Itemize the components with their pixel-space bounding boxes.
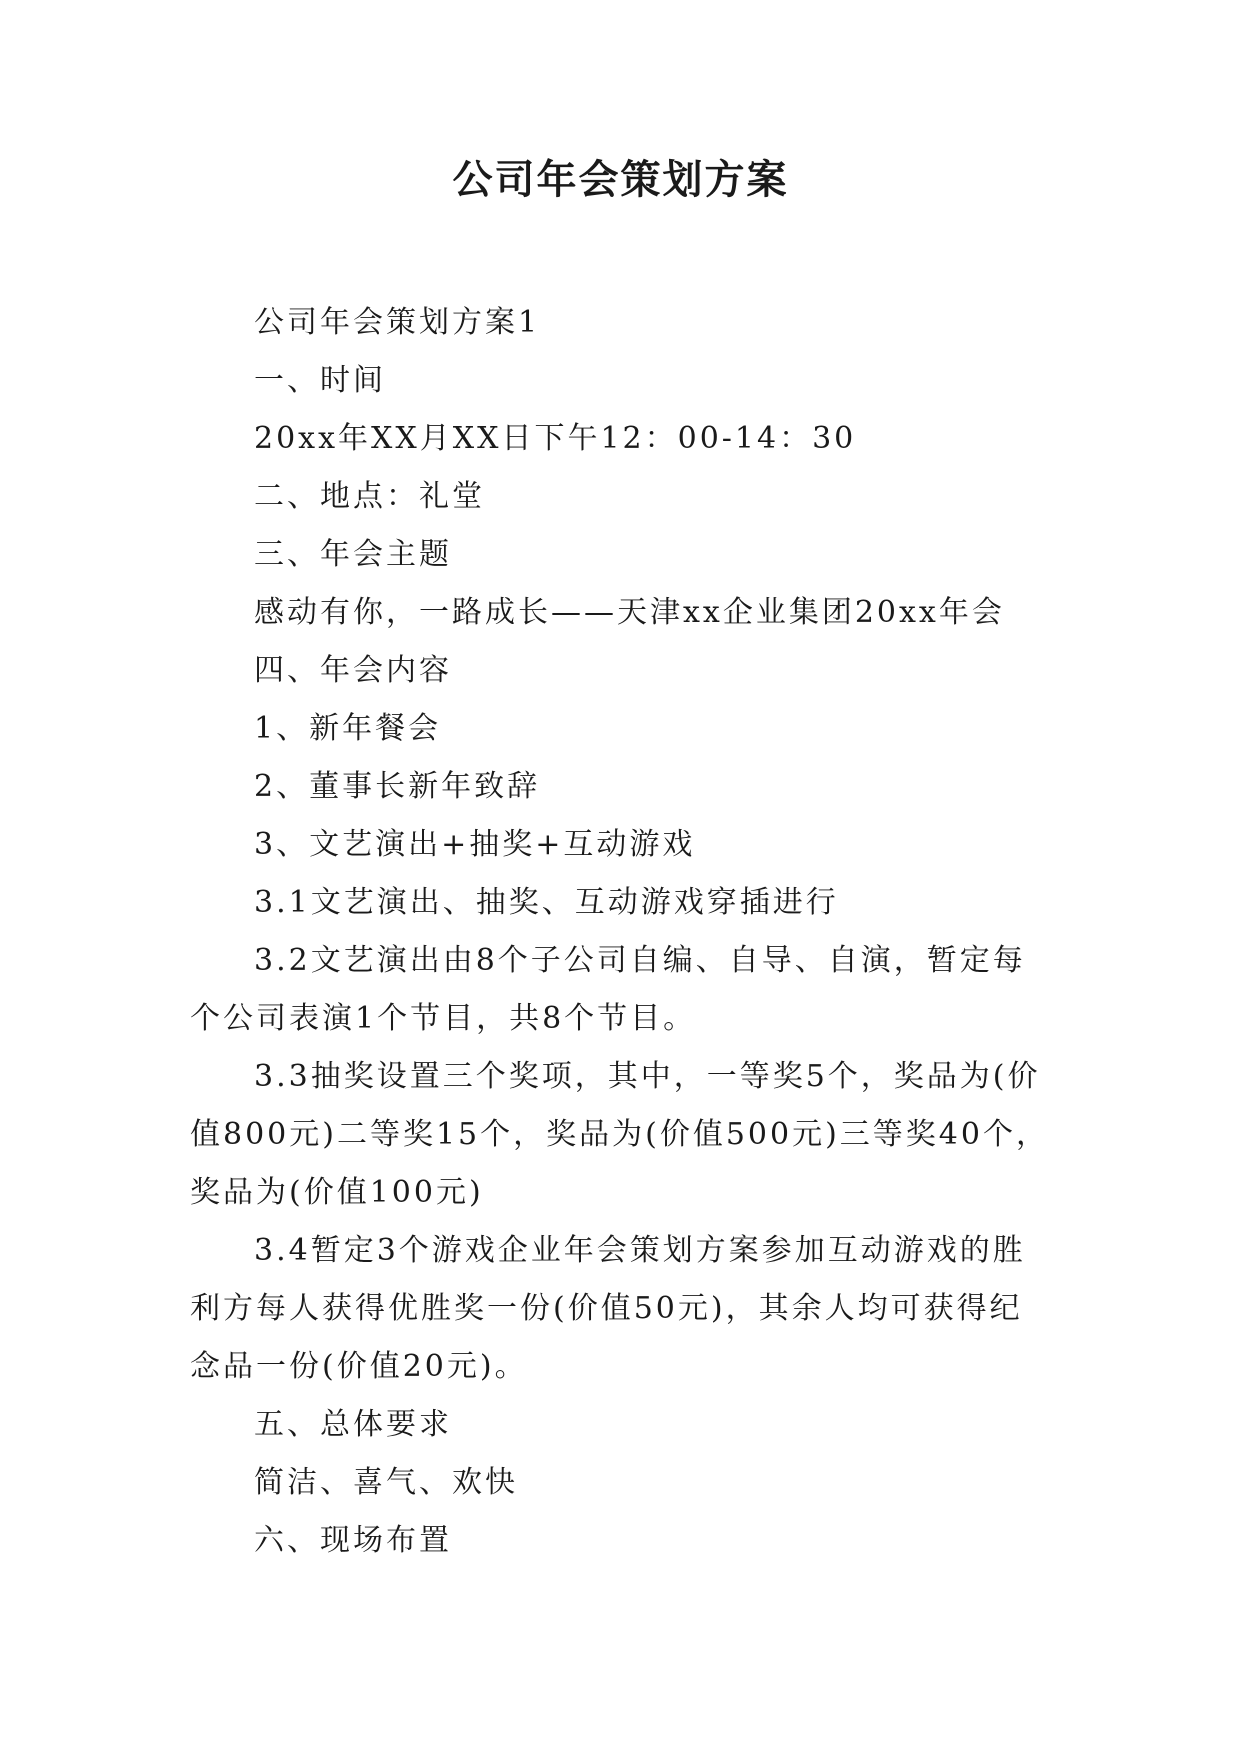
paragraph-item-3-4: 3.4暂定3个游戏企业年会策划方案参加互动游戏的胜利方每人获得优胜奖一份(价值50元)，其余人均可获得纪念品一份(价值20元)。 [190,1233,1026,1384]
paragraph-section-location: 二、地点：礼堂 [254,479,485,514]
paragraph-section-time: 一、时间 [254,363,386,398]
paragraph-theme-value: 感动有你，一路成长——天津xx企业集团20xx年会 [254,595,1005,630]
paragraph-time-value: 20xx年XX月XX日下午12：00-14：30 [254,421,857,456]
document-body [190,294,1050,1570]
paragraph-item-3-1: 3.1文艺演出、抽奖、互动游戏穿插进行 [254,885,839,920]
paragraph-heading-plan-1: 公司年会策划方案1 [254,305,541,340]
paragraph-item-3-2: 3.2文艺演出由8个子公司自编、自导、自演，暂定每个公司表演1个节目，共8个节目。 [190,943,1026,1036]
paragraph-section-requirements: 五、总体要求 [254,1407,452,1442]
paragraph-item-1: 1、新年餐会 [254,711,442,746]
paragraph-requirements-value: 简洁、喜气、欢快 [254,1465,518,1500]
paragraph-section-content: 四、年会内容 [254,653,452,688]
document-title: 公司年会策划方案 [452,157,789,203]
paragraph-item-3: 3、文艺演出+抽奖+互动游戏 [254,827,696,862]
paragraph-section-theme: 三、年会主题 [254,537,452,572]
paragraph-item-2: 2、董事长新年致辞 [254,769,541,804]
paragraph-section-layout: 六、现场布置 [254,1523,452,1558]
paragraph-item-3-3: 3.3抽奖设置三个奖项，其中，一等奖5个，奖品为(价值800元)二等奖15个，奖品为(价值500元)三等奖40个，奖品为(价值100元) [190,1059,1049,1210]
